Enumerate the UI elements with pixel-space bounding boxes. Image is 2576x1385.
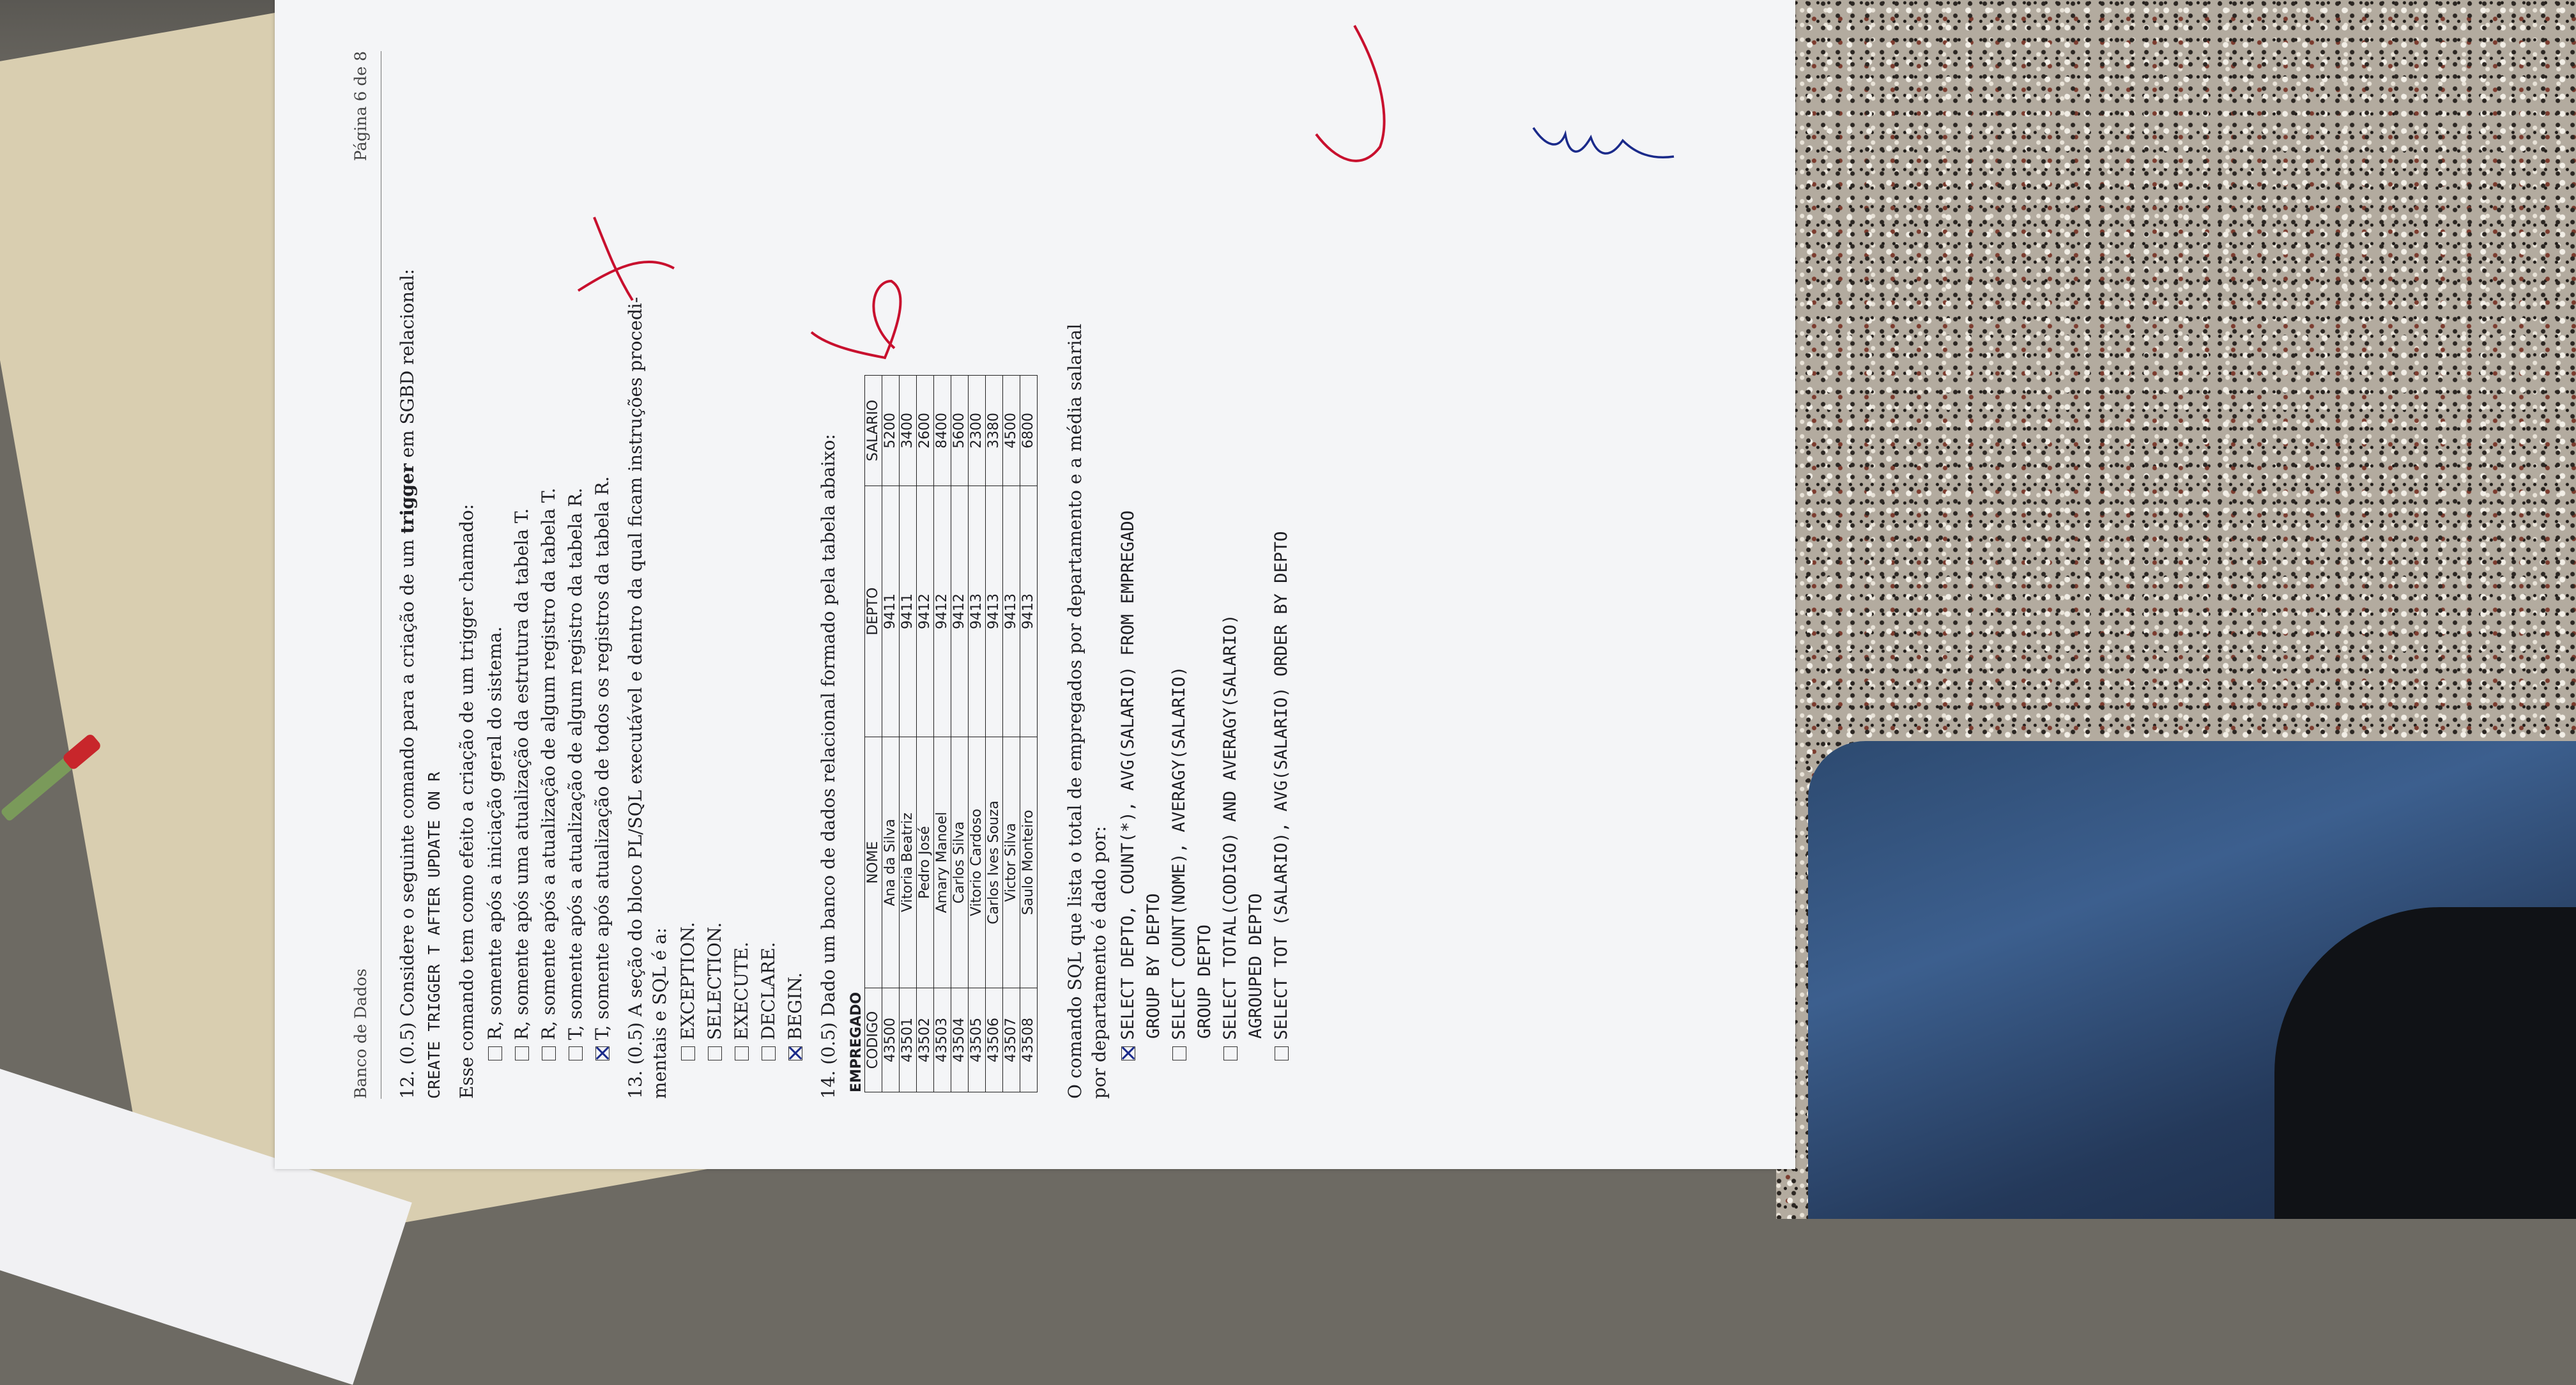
column-header: CODIGO (865, 988, 882, 1092)
q14-text: Dado um banco de dados relacional formado pela tabela abaixo: (818, 434, 839, 1017)
q14-option-line1: SELECT TOTAL(CODIGO) AND AVERAGY(SALARIO) (1220, 614, 1240, 1040)
q12-prompt: Esse comando tem como efeito a criação de um trigger chamado: (456, 503, 477, 1099)
table-cell: 9413 (969, 486, 986, 737)
table-cell: Vitoria Beatriz (900, 737, 917, 988)
table-cell: Vitorio Cardoso (969, 737, 986, 988)
table-cell: 43503 (934, 988, 951, 1092)
q14-prompt-1: O comando SQL que lista o total de empregados por departamento e a média salarial (1064, 323, 1085, 1099)
table-cell: Saulo Monteiro (1020, 737, 1038, 988)
table-cell: 43501 (900, 988, 917, 1092)
red-mark-q12-a (578, 262, 674, 291)
table-cell: 3400 (900, 376, 917, 486)
table-cell: 8400 (934, 376, 951, 486)
q12-text-before: Considere o seguinte comando para a criação de um (397, 539, 418, 1017)
red-check-q14 (1316, 26, 1384, 161)
q13-text: A seção do bloco PL/SQL executável e dentro da qual ficam instruções procedi- (625, 296, 646, 1017)
table-cell: Pedro José (917, 737, 934, 988)
q13-option-text: DECLARE. (758, 942, 779, 1040)
q13-number: 13. (0.5) (625, 1022, 646, 1099)
table-cell: 5200 (882, 376, 900, 486)
red-mark-q13 (811, 281, 900, 358)
q12-option-text: R, somente após a iniciação geral do sistema. (484, 626, 505, 1040)
table-cell: 43505 (969, 988, 986, 1092)
column-header: DEPTO (865, 486, 882, 737)
q12-text-bold: trigger (397, 463, 418, 534)
table-cell: 9411 (882, 486, 900, 737)
column-header: NOME (865, 737, 882, 988)
course-title: Banco de Dados (351, 968, 370, 1099)
q14-prompt-2: por departamento é dado por: (1089, 825, 1110, 1099)
q14-option-line2: GROUP DEPTO (1195, 924, 1215, 1039)
q13-text-2: mentais e SQL é a: (649, 927, 670, 1099)
table-cell: 43507 (1003, 988, 1020, 1092)
table-cell: 9412 (934, 486, 951, 737)
q12-text-after: em SGBD relacional: (397, 268, 418, 458)
q14-number: 14. (0.5) (818, 1022, 839, 1099)
blue-signature (1533, 128, 1674, 157)
q12-option-text: T, somente após atualização de todos os registros da tabela R. (592, 476, 613, 1040)
page-number: Página 6 de 8 (351, 51, 370, 162)
table-cell: Amary Manoel (934, 737, 951, 988)
column-header: SALARIO (865, 376, 882, 486)
table-cell: 9413 (1020, 486, 1038, 737)
table-cell: 4500 (1003, 376, 1020, 486)
table-cell: 9412 (951, 486, 969, 737)
q14-option-line2: GROUP BY DEPTO (1144, 893, 1163, 1039)
table-cell: Carlos Silva (951, 737, 969, 988)
q13-option-text: EXECUTE. (731, 942, 752, 1040)
table-cell: 2600 (917, 376, 934, 486)
q14-option-line2: AGROUPED DEPTO (1246, 893, 1266, 1039)
table-cell: 9413 (1003, 486, 1020, 737)
table-cell: 5600 (951, 376, 969, 486)
table-cell: 9413 (986, 486, 1003, 737)
q12-option-text: R, somente após uma atualização da estrutura da tabela T. (511, 508, 532, 1040)
q14-option-line1: SELECT DEPTO, COUNT(*), AVG(SALARIO) FROM EMPREGADO (1118, 510, 1138, 1040)
q13-option-text: BEGIN. (785, 972, 806, 1040)
table-cell: 43508 (1020, 988, 1038, 1092)
table-cell: Carlos Ives Souza (986, 737, 1003, 988)
table-cell: 6800 (1020, 376, 1038, 486)
q12-option-text: R, somente após a atualização de algum registro da tabela T. (538, 487, 559, 1040)
table-cell: 3380 (986, 376, 1003, 486)
table-cell: Victor Silva (1003, 737, 1020, 988)
table-cell: 9411 (900, 486, 917, 737)
q13-option-text: SELECTION. (704, 922, 725, 1040)
q14-option-line1: SELECT TOT (SALARIO), AVG(SALARIO) ORDER BY DEPTO (1271, 531, 1291, 1040)
q14-option-line1: SELECT COUNT(NOME), AVERAGY(SALARIO) (1169, 666, 1189, 1040)
table-cell: 43502 (917, 988, 934, 1092)
red-mark-q12-b (594, 217, 632, 300)
table-title: EMPREGADO (848, 991, 864, 1092)
table-cell: 43506 (986, 988, 1003, 1092)
table-cell: 43504 (951, 988, 969, 1092)
q12-option-text: T, somente após a atualização de algum registro da tabela R. (565, 487, 586, 1040)
table-cell: 9412 (917, 486, 934, 737)
table-cell: 2300 (969, 376, 986, 486)
table-cell: 43500 (882, 988, 900, 1092)
q13-option-text: EXCEPTION. (677, 922, 698, 1040)
q12-number: 12. (0.5) (397, 1022, 418, 1099)
q12-code: CREATE TRIGGER T AFTER UPDATE ON R (425, 772, 443, 1099)
table-cell: Ana da Silva (882, 737, 900, 988)
